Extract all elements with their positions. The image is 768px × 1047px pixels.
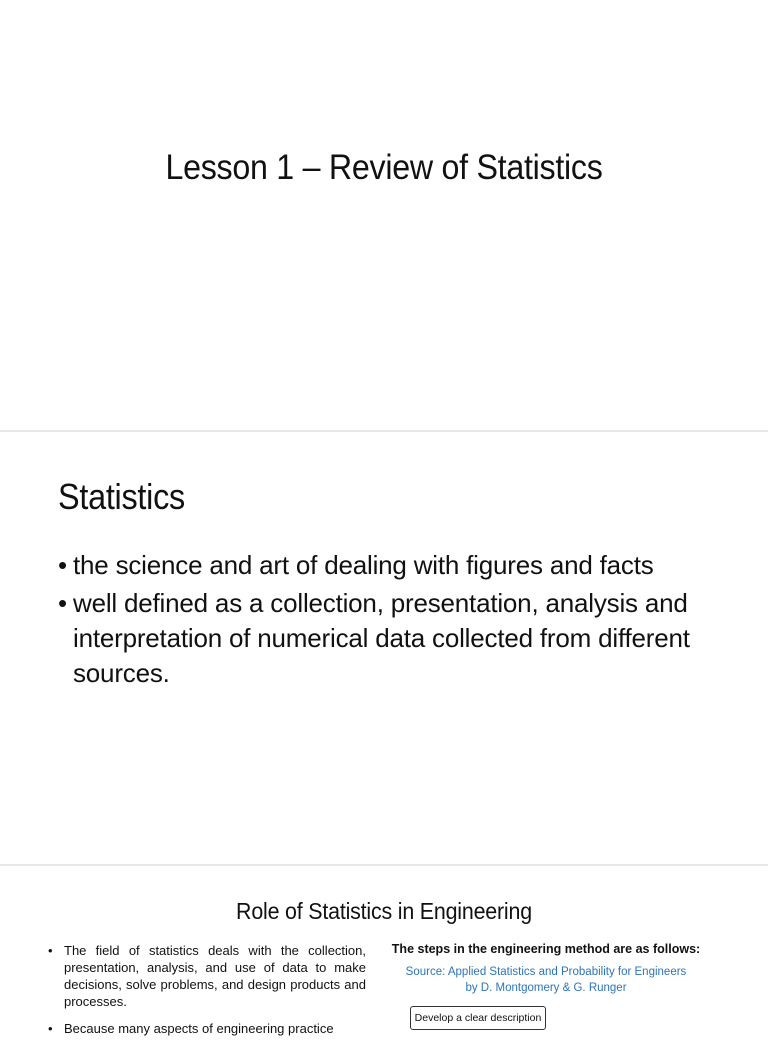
list-item — [48, 1020, 366, 1037]
slide-title — [0, 0, 768, 430]
list-item — [58, 548, 718, 583]
engineering-method-panel — [376, 942, 716, 996]
source-line-2: by D. Montgomery & G. Runger — [465, 982, 627, 994]
role-bullet-list — [48, 942, 366, 1047]
role-title: Role of Statistics in Engineering — [236, 898, 532, 924]
statistics-bullet-list — [58, 548, 718, 694]
bullet-text: The field of statistics deals with the collection, presentation, analysis, and use of data to make decisions, solve problems, and design products and processes. — [64, 943, 366, 1009]
bullet-icon: • — [58, 588, 67, 618]
step-box-develop-description: Develop a clear description — [410, 1006, 546, 1030]
statistics-heading: Statistics — [58, 476, 185, 517]
bullet-icon: • — [48, 943, 53, 958]
source-citation — [376, 964, 716, 996]
slide-role-of-statistics — [0, 866, 768, 1036]
lesson-title: Lesson 1 – Review of Statistics — [165, 148, 603, 187]
steps-title: The steps in the engineering method are as follows: — [391, 942, 701, 956]
bullet-text: the science and art of dealing with figures and facts — [73, 550, 654, 580]
list-item — [48, 942, 366, 1010]
slide-statistics — [0, 432, 768, 864]
list-item — [58, 586, 718, 691]
bullet-icon: • — [48, 1021, 53, 1036]
bullet-text: well defined as a collection, presentation, analysis and interpretation of numerical data collected from different sources. — [73, 588, 690, 688]
bullet-text: Because many aspects of engineering practice — [64, 1021, 334, 1036]
bullet-icon: • — [58, 550, 67, 580]
source-line-1: Source: Applied Statistics and Probability for Engineers — [405, 966, 687, 978]
